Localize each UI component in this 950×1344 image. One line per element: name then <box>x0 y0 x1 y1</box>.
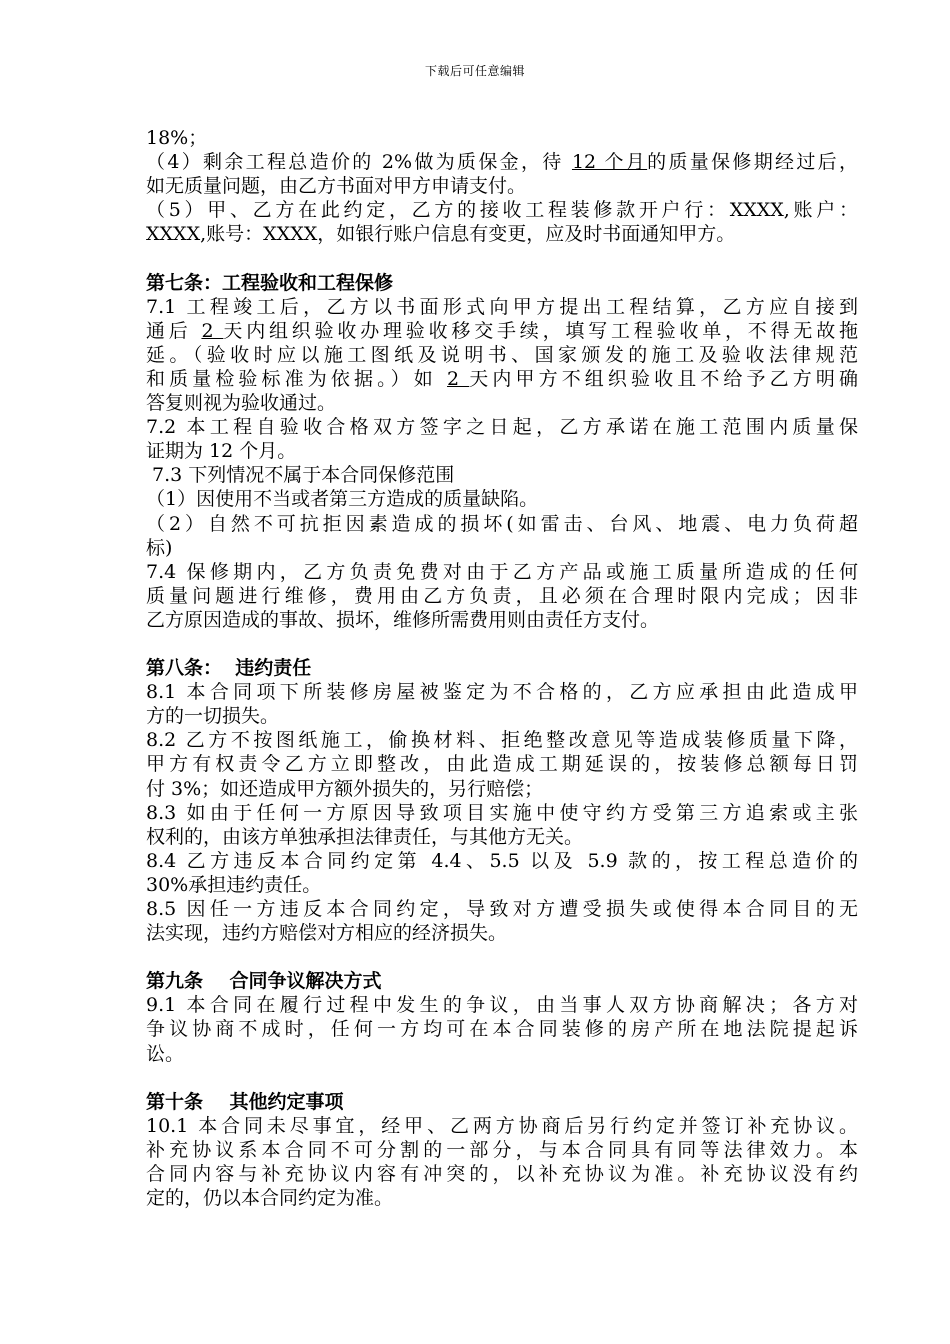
text-line: （2）自然不可抗拒因素造成的损坏(如雷击、台风、地震、电力负荷超 <box>146 512 858 535</box>
text-line: 7.1 工程竣工后，乙方以书面形式向甲方提出工程结算，乙方应自接到 <box>146 295 858 318</box>
page-header: 下载后可任意编辑 <box>424 64 525 78</box>
document-body <box>146 126 858 1210</box>
text-line: 权利的，由该方单独承担法律责任，与其他方无关。 <box>146 825 584 848</box>
text-line: 延。（验收时应以施工图纸及说明书、国家颁发的施工及验收法律规范 <box>146 343 858 366</box>
text-line: 10.1 本合同未尽事宜，经甲、乙两方协商后另行约定并签订补充协议。 <box>146 1114 858 1137</box>
text-line: 7.4 保修期内，乙方负责免费对由于乙方产品或施工质量所造成的任何 <box>146 560 858 583</box>
text-line: 如无质量问题，由乙方书面对甲方申请支付。 <box>146 175 527 198</box>
text-line: 法实现，违约方赔偿对方相应的经济损失。 <box>146 922 508 945</box>
section-heading-10: 第十条 其他约定事项 <box>146 1090 344 1113</box>
section-heading-7: 第七条：工程验收和工程保修 <box>146 271 394 294</box>
text-line: 证期为 12 个月。 <box>146 440 297 463</box>
text-line: 7.2 本工程自验收合格双方签字之日起，乙方承诺在施工范围内质量保 <box>146 416 858 439</box>
text-line: 甲方有权责令乙方立即整改，由此造成工期延误的，按装修总额每日罚 <box>146 753 858 776</box>
text-line: 通后 2 天内组织验收办理验收移交手续，填写工程验收单，不得无故拖 <box>146 319 858 342</box>
underlined-term: 12 个月 <box>571 151 648 174</box>
text-line: 8.3 如由于任何一方原因导致项目实施中使守约方受第三方追索或主张 <box>146 801 858 824</box>
text-line: 30%承担违约责任。 <box>146 873 322 896</box>
text-line: XXXX,账号：XXXX，如银行账户信息有变更，应及时书面通知甲方。 <box>146 223 736 246</box>
text-line: 乙方原因造成的事故、损坏，维修所需费用则由责任方支付。 <box>146 608 660 631</box>
text-line: 8.2 乙方不按图纸施工，偷换材料、拒绝整改意见等造成装修质量下降， <box>146 729 858 752</box>
text-line: 合同内容与补充协议内容有冲突的，以补充协议为准。补充协议没有约 <box>146 1163 858 1186</box>
text-line: 18%； <box>146 127 208 149</box>
text-line: 补充协议系本合同不可分割的一部分，与本合同具有同等法律效力。本 <box>146 1138 858 1161</box>
text-line: （1）因使用不当或者第三方造成的质量缺陷。 <box>146 488 539 511</box>
text-line: 8.4 乙方违反本合同约定第 4.4、5.5 以及 5.9 款的，按工程总造价的 <box>146 849 858 872</box>
underlined-term: 2 <box>201 319 224 342</box>
text-line: 质量问题进行维修，费用由乙方负责，且必须在合理时限内完成；因非 <box>146 584 858 607</box>
text-line: 答复则视为验收通过。 <box>146 392 337 415</box>
underlined-term: 2 <box>447 367 470 390</box>
text-line: 7.3 下列情况不属于本合同保修范围 <box>146 464 455 487</box>
text-line: 9.1 本合同在履行过程中发生的争议，由当事人双方协商解决；各方对 <box>146 994 858 1017</box>
text-line: 标) <box>146 536 173 559</box>
text-line: 和质量检验标准为依据。）如 2 天内甲方不组织验收且不给予乙方明确 <box>146 367 858 390</box>
text-line: 争议协商不成时，任何一方均可在本合同装修的房产所在地法院提起诉 <box>146 1018 858 1041</box>
text-line: 8.5 因任一方违反本合同约定，导致对方遭受损失或使得本合同目的无 <box>146 898 858 920</box>
text-line: 8.1 本合同项下所装修房屋被鉴定为不合格的，乙方应承担由此造成甲 <box>146 681 858 704</box>
section-heading-8: 第八条： 违约责任 <box>146 657 312 680</box>
text-line: 付 3%；如还造成甲方额外损失的，另行赔偿； <box>146 777 544 800</box>
text-line: （4）剩余工程总造价的 2%做为质保金，待 12 个月的质量保修期经过后， <box>146 151 858 174</box>
text-line: 讼。 <box>146 1042 185 1065</box>
text-line: （5）甲、乙方在此约定，乙方的接收工程装修款开户行：XXXX,账户： <box>146 199 858 222</box>
text-line: 方的一切损失。 <box>146 705 280 728</box>
text-line: 定的，仍以本合同约定为准。 <box>146 1187 394 1210</box>
section-heading-9: 第九条 合同争议解决方式 <box>146 970 382 993</box>
